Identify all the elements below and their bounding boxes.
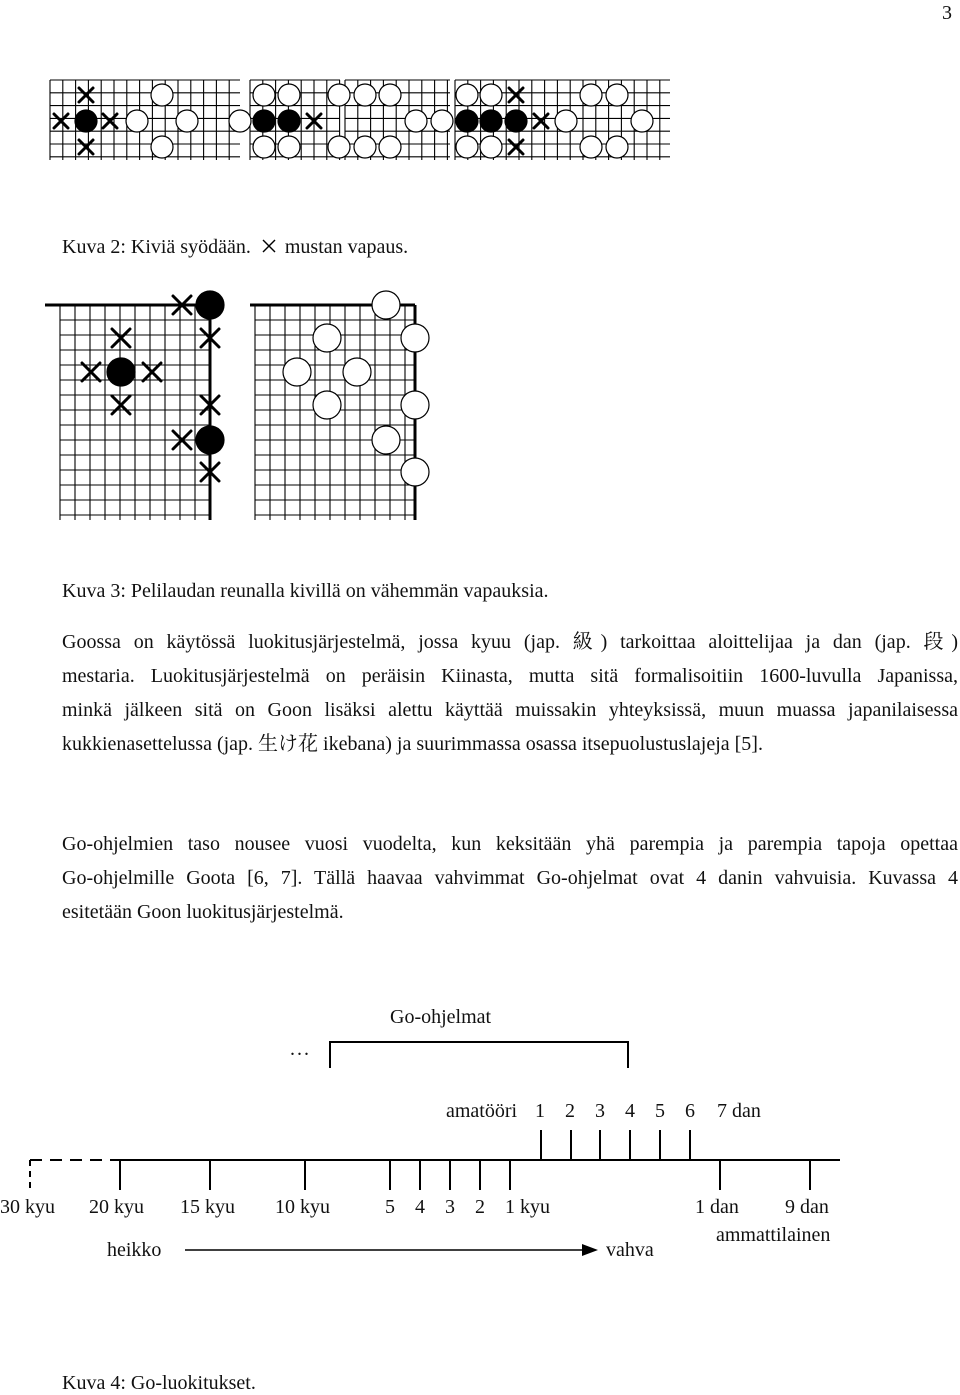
programs-bracket: [330, 1042, 628, 1068]
white-stone: [401, 391, 429, 419]
board-grid: [60, 305, 210, 520]
white-stone: [313, 391, 341, 419]
paragraph2-line: Go-ohjelmille Goota [6, 7]. Tällä haavaa vahvimmat Go-ohjelmat ovat 4 danin vahvuisia. Kuvassa 4: [62, 867, 958, 889]
paragraph2-line: Go-ohjelmien taso nousee vuosi vuodelta, kun keksitään yhä parempia ja parempia tapoja opettaa: [62, 833, 958, 855]
white-stone: [401, 458, 429, 486]
kyu-label: 10 kyu: [275, 1196, 330, 1218]
amateur-dan-label: 4: [625, 1100, 635, 1122]
dan-label: 1 dan: [695, 1196, 739, 1218]
figure4-caption: Kuva 4: Go-luokitukset.: [62, 1372, 256, 1394]
paragraph1-line: Goossa on käytössä luokitusjärjestelmä, jossa kyuu (jap. 級) tarkoittaa aloittelijaa ja dan (jap. 段): [62, 631, 958, 653]
amateur-dan-label: 1: [535, 1100, 545, 1122]
amateur-dan-label: 7 dan: [717, 1100, 761, 1122]
x-mark-icon: [112, 396, 130, 414]
dan-label: 9 dan: [785, 1196, 829, 1218]
amateur-dan-label: 5: [655, 1100, 665, 1122]
page-number: 3: [942, 2, 952, 24]
kyu-label: 3: [445, 1196, 455, 1218]
kyu-label: 1 kyu: [505, 1196, 550, 1218]
white-stone: [372, 291, 400, 319]
white-stone: [372, 426, 400, 454]
strong-label: vahva: [606, 1239, 654, 1261]
white-stone: [401, 324, 429, 352]
white-stone: [313, 324, 341, 352]
figure2-caption-suffix: mustan vapaus.: [284, 236, 409, 258]
pro-label: ammattilainen: [716, 1224, 831, 1246]
amateur-dan-label: 2: [565, 1100, 575, 1122]
paragraph-ranking-history: [62, 625, 958, 761]
black-stone: [196, 426, 224, 454]
black-stone: [107, 358, 135, 386]
paragraph1-line: kukkienasettelussa (jap. 生け花 ikebana) ja suurimmassa osassa itsepuolustuslajeja [5].: [62, 733, 763, 755]
black-stone: [196, 291, 224, 319]
white-stone: [283, 358, 311, 386]
white-stone: [343, 358, 371, 386]
figure3-caption: Kuva 3: Pelilaudan reunalla kivillä on vähemmän vapauksia.: [62, 580, 549, 602]
kyu-label: 15 kyu: [180, 1196, 235, 1218]
scale-ticks: [30, 1160, 810, 1190]
x-mark-icon: [82, 363, 100, 381]
paragraph2-line: esitetään Goon luokitusjärjestelmä.: [62, 901, 344, 923]
figure3-diagram: [0, 0, 960, 540]
programs-label: Go-ohjelmat: [390, 1006, 492, 1028]
strength-arrow-head: [582, 1244, 598, 1256]
amateur-label: amatööri: [446, 1100, 518, 1122]
amateur-dan-label: 3: [595, 1100, 605, 1122]
paragraph-go-programs: [62, 827, 958, 929]
ellipsis: ...: [290, 1038, 311, 1060]
kyu-label: 5: [385, 1196, 395, 1218]
weak-label: heikko: [107, 1239, 162, 1261]
x-mark-icon: [112, 329, 130, 347]
kyu-label: 2: [475, 1196, 485, 1218]
kyu-label: 20 kyu: [89, 1196, 144, 1218]
amateur-dan-label: 6: [685, 1100, 695, 1122]
paragraph1-line: minkä jälkeen sitä on Goon lisäksi alettu käyttää muissakin yhteyksissä, muun muassa japanilaisessa: [62, 699, 958, 721]
figure2-caption-prefix: Kuva 2: Kiviä syödään.: [62, 236, 251, 258]
kyu-label: 4: [415, 1196, 425, 1218]
paragraph1-line: mestaria. Luokitusjärjestelmä on peräisin Kiinasta, mutta sitä formalisoitiin 1600-luvulla Japanissa,: [62, 665, 958, 687]
x-mark-icon: [143, 363, 161, 381]
amateur-ticks: [541, 1130, 690, 1160]
kyu-label: 30 kyu: [0, 1196, 55, 1218]
